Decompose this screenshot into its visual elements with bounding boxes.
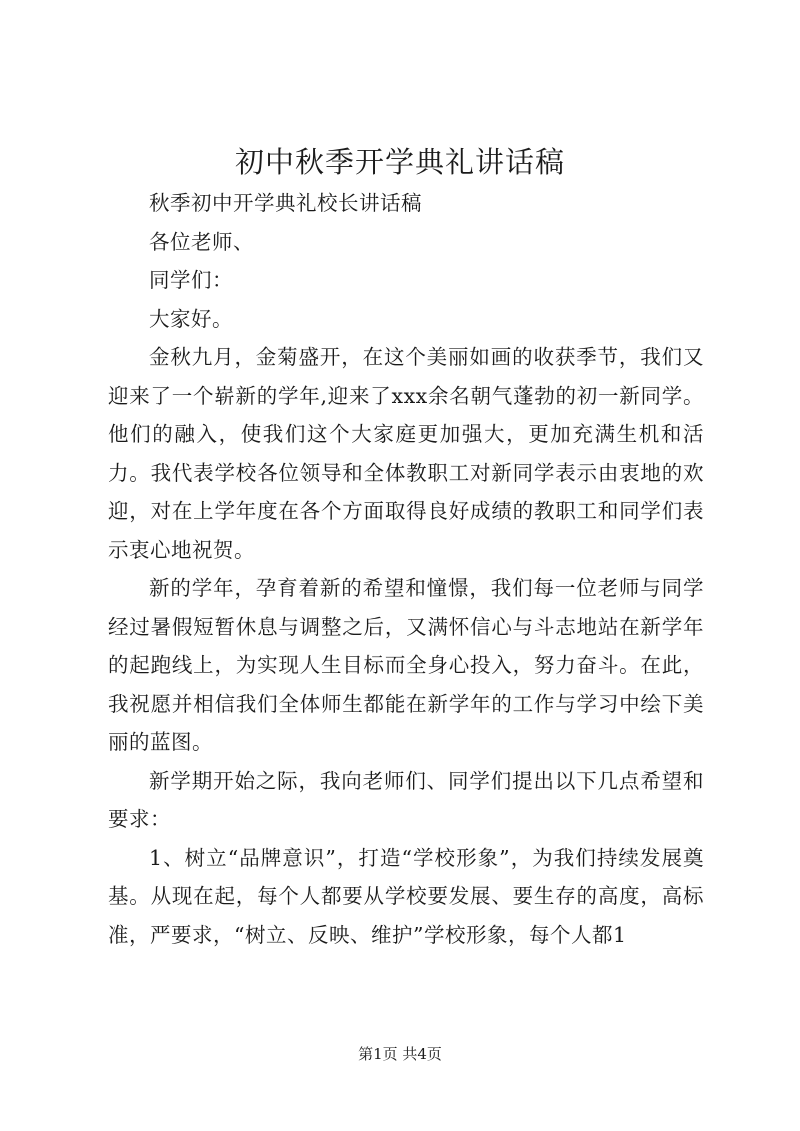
paragraph-requirement-1: 1、树立“品牌意识”，打造“学校形象”，为我们持续发展奠基。从现在起，每个人都要从学校要发展、要生存的高度，高标准，严要求，“树立、反映、维护”学校形象，每个人都1: [108, 845, 704, 947]
paragraph-subtitle: 秋季初中开学典礼校长讲话稿: [149, 191, 422, 215]
page-number-label: 第1页 共4页: [358, 1045, 442, 1063]
paragraph-new-year: 新的学年，孕育着新的希望和憧憬，我们每一位老师与同学经过暑假短暂休息与调整之后，又满怀信心与斗志地站在新学年的起跑线上，为实现人生目标而全身心投入，努力奋斗。在此，我祝愿并相信我们全体师生都能在新学年的工作与学习中绘下美丽的蓝图。: [108, 576, 704, 754]
document-title: 初中秋季开学典礼讲话稿: [234, 145, 565, 179]
page-footer: [0, 1044, 800, 1064]
paragraph-welcome: 金秋九月，金菊盛开，在这个美丽如画的收获季节，我们又迎来了一个崭新的学年,迎来了xxx余名朝气蓬勃的初一新同学。他们的融入，使我们这个大家庭更加强大，更加充满生机和活力。我代表学校各位领导和全体教职工对新同学表示由衷地的欢迎，对在上学年度在各个方面取得良好成绩的教职工和同学们表示衷心地祝贺。: [108, 345, 704, 562]
paragraph-greeting-students: 同学们：: [149, 268, 233, 292]
paragraph-greeting-teachers: 各位老师、: [149, 229, 254, 254]
document-body: [108, 184, 704, 954]
paragraph-requirements-intro: 新学期开始之际，我向老师们、同学们提出以下几点希望和要求：: [108, 768, 704, 831]
paragraph-hello: 大家好。: [149, 306, 233, 331]
